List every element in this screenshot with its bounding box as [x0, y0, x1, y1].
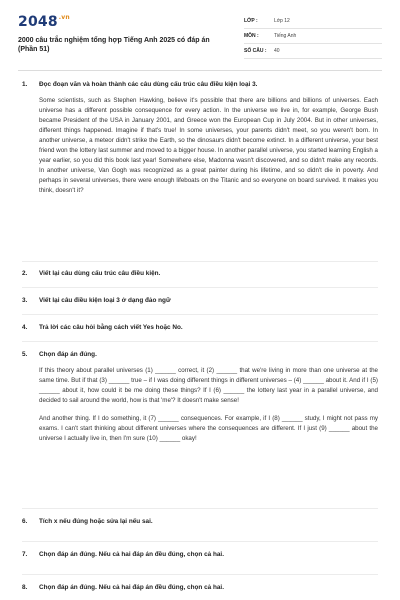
- question-heading[interactable]: [22, 269, 378, 278]
- question-number: 7.: [22, 551, 28, 558]
- document-header: [18, 14, 382, 64]
- question-heading[interactable]: [22, 80, 378, 89]
- meta-value: Lớp 12: [274, 18, 290, 24]
- question-prompt: Viết lại câu dùng cấu trúc câu điều kiện.: [39, 270, 161, 277]
- question-prompt: Đọc đoạn văn và hoàn thành các câu dùng cấu trúc câu điều kiện loại 3.: [39, 81, 258, 88]
- reading-passage: Some scientists, such as Stephen Hawking, believe it's possible that there are billions and billions of universes. Each universe has a different possible consequence for every action. In the universe we live in, for example, George Bush became President of the USA in January 2001, and Greece won the European Cup in July 2004. But in other universes, different things happened. Imagine if that's true! In some universes, your parents didn't meet, so you weren't born. In another universe, a meteor didn't strike the Earth, so the dinosaurs didn't become extinct. In a different universe, your best friend won the lottery last summer and moved to a bigger house. In another parallel universe, you started learning English a year earlier, so you did this book last year! Somewhere else, Madonna wasn't discovered, and so didn't make any records. In another universe, Van Gogh was recognized as a great painter during his lifetime, and so didn't die in poverty. And perhaps in several universes, there were enough lifeboats on the Titanic and so everyone on board survived. It makes you think, doesn't it?: [39, 97, 378, 194]
- question-6: [22, 517, 378, 526]
- meta-key: MÔN :: [244, 33, 259, 39]
- cloze-paragraph: If this theory about parallel universes (1) ______ correct, it (2) ______ that we're living in more than one universe at the same time. But if that (3) ______ true – if I was doing different things in different universes – (4) ______ about it. And if I (5) ______ about it, how could it be me doing these things? If I (6) ______ the lottery last year in a parallel universe, and decided to sail around the world, how is that 'me'? It doesn't make sense!: [39, 367, 378, 404]
- question-number: 1.: [22, 81, 28, 88]
- question-8: [22, 583, 378, 592]
- question-separator: [22, 314, 378, 315]
- question-heading[interactable]: [22, 350, 378, 359]
- question-prompt: Viết lại câu điều kiện loại 3 ở dạng đảo ngữ: [39, 297, 171, 304]
- document-meta: [244, 14, 382, 59]
- question-heading[interactable]: [22, 517, 378, 526]
- question-5: [22, 350, 378, 444]
- cloze-paragraph: And another thing. If I do something, it (7) ______ consequences. For example, if I (8) ______ study, I might not pass my exams. I can't start thinking about different universes where the consequences are different. If I just (9) ______ about the universe I actually live in, then I'm sure (10) ______ okay!: [39, 415, 378, 442]
- question-number: 3.: [22, 297, 28, 304]
- question-7: [22, 550, 378, 559]
- question-heading[interactable]: [22, 550, 378, 559]
- question-separator: [22, 287, 378, 288]
- question-separator: [22, 508, 378, 509]
- question-prompt: Tích x nếu đúng hoặc sửa lại nếu sai.: [39, 518, 153, 525]
- question-number: 5.: [22, 351, 28, 358]
- meta-row-count: [244, 44, 382, 59]
- question-number: 8.: [22, 584, 28, 591]
- logo-text: 2048: [18, 14, 58, 30]
- question-4: [22, 323, 378, 332]
- meta-row-subject: [244, 29, 382, 44]
- question-3: [22, 296, 378, 305]
- question-separator: [22, 574, 378, 575]
- question-heading[interactable]: [22, 583, 378, 592]
- document-title: 2000 câu trắc nghiệm tổng hợp Tiếng Anh 2025 có đáp án (Phần 51): [18, 37, 210, 53]
- question-prompt: Chọn đáp án đúng.: [39, 351, 97, 358]
- question-number: 6.: [22, 518, 28, 525]
- question-heading[interactable]: [22, 323, 378, 332]
- site-logo[interactable]: [18, 14, 70, 30]
- question-1: [22, 80, 378, 196]
- question-2: [22, 269, 378, 278]
- meta-row-class: [244, 14, 382, 29]
- meta-key: SỐ CÂU :: [244, 48, 267, 54]
- question-prompt: Chọn đáp án đúng. Nếu cả hai đáp án đều đúng, chọn cả hai.: [39, 551, 224, 558]
- question-heading[interactable]: [22, 296, 378, 305]
- question-separator: [22, 341, 378, 342]
- question-prompt: Chọn đáp án đúng. Nếu cả hai đáp án đều đúng, chọn cả hai.: [39, 584, 224, 591]
- question-separator: [22, 261, 378, 262]
- question-prompt: Trả lời các câu hỏi bằng cách viết Yes hoặc No.: [39, 324, 183, 331]
- logo-suffix: .vn: [58, 14, 70, 21]
- question-number: 4.: [22, 324, 28, 331]
- meta-value: Tiếng Anh: [274, 33, 297, 39]
- question-number: 2.: [22, 270, 28, 277]
- header-divider: [18, 70, 382, 71]
- meta-key: LỚP :: [244, 18, 258, 24]
- meta-value: 40: [274, 48, 280, 54]
- question-separator: [22, 541, 378, 542]
